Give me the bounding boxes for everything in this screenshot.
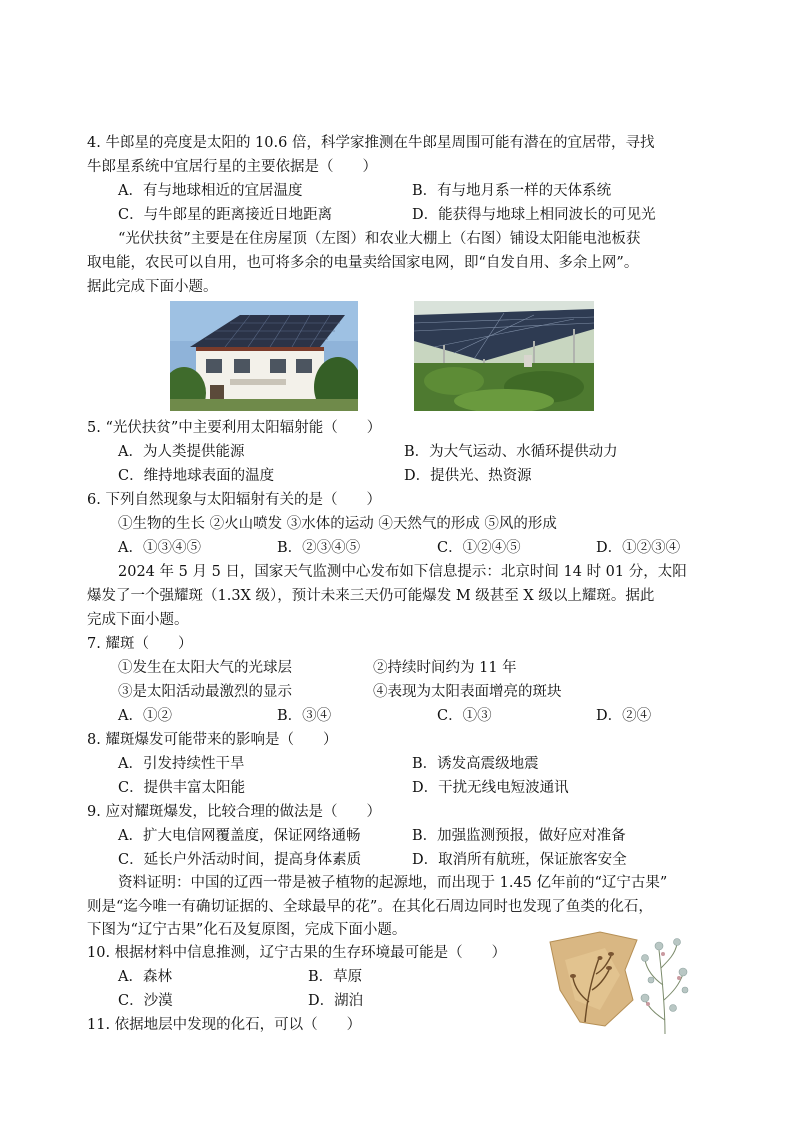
q8-option-a: A．引发持续性干旱 [118, 756, 245, 772]
q5-option-d: D．提供光、热资源 [404, 468, 532, 484]
q10-option-a: A．森林 [118, 969, 172, 985]
material3-line2: 则是“迄今唯一有确切证据的、全球最早的花”。在其化石周边同时也发现了鱼类的化石， [87, 899, 653, 915]
material1-line2: 取电能，农民可以自用，也可将多余的电量卖给国家电网，即“自发自用、多余上网”。 [87, 255, 639, 271]
q9-option-c: C．延长户外活动时间，提高身体素质 [118, 852, 362, 868]
q10-option-c: C．沙漠 [118, 993, 173, 1009]
q6-items: ①生物的生长 ②火山喷发 ③水体的运动 ④天然气的形成 ⑤风的形成 [118, 516, 557, 532]
q7-item-2: ②持续时间约为 11 年 [373, 660, 517, 676]
q10-stem: 10. 根据材料中信息推测，辽宁古果的生存环境最可能是（ ） [87, 945, 507, 961]
fossil-and-reconstruction-figure [545, 930, 695, 1035]
q4-option-b: B．有与地月系一样的天体系统 [412, 183, 612, 199]
q10-option-d: D．湖泊 [308, 993, 364, 1009]
q7-option-c: C．①③ [437, 708, 492, 724]
q10-option-b: B．草原 [308, 969, 363, 985]
q4-option-a: A．有与地球相近的宜居温度 [118, 183, 303, 199]
material3-line1: 资料证明：中国的辽西一带是被子植物的起源地，而出现于 1.45 亿年前的“辽宁古果” [118, 875, 668, 891]
q9-option-b: B．加强监测预报，做好应对准备 [412, 828, 626, 844]
q7-option-a: A．①② [118, 708, 172, 724]
material2-line1: 2024 年 5 月 5 日，国家天气监测中心发布如下信息提示：北京时间 14 时 01 分，太阳 [118, 564, 687, 580]
q6-option-c: C．①②④⑤ [437, 540, 521, 556]
q5-stem: 5. “光伏扶贫”中主要利用太阳辐射能（ ） [87, 420, 382, 436]
q9-option-d: D．取消所有航班，保证旅客安全 [412, 852, 627, 868]
q5-option-c: C．维持地球表面的温度 [118, 468, 275, 484]
q5-option-b: B．为大气运动、水循环提供动力 [404, 444, 618, 460]
q4-option-d: D．能获得与地球上相同波长的可见光 [412, 207, 656, 223]
q6-option-a: A．①③④⑤ [118, 540, 201, 556]
q7-stem: 7. 耀斑（ ） [87, 636, 193, 652]
q6-option-b: B．②③④⑤ [277, 540, 361, 556]
q8-option-b: B．诱发高震级地震 [412, 756, 539, 772]
material1-line3: 据此完成下面小题。 [87, 279, 218, 295]
q9-option-a: A．扩大电信网覆盖度，保证网络通畅 [118, 828, 361, 844]
material3-line3: 下图为“辽宁古果”化石及复原图，完成下面小题。 [87, 922, 407, 938]
q6-option-d: D．①②③④ [596, 540, 681, 556]
q7-item-3: ③是太阳活动最激烈的显示 [118, 684, 292, 700]
q8-option-d: D．干扰无线电短波通讯 [412, 780, 569, 796]
q4-option-c: C．与牛郎星的距离接近日地距离 [118, 207, 333, 223]
q11-stem: 11. 依据地层中发现的化石，可以（ ） [87, 1017, 362, 1033]
greenhouse-solar-photo [414, 301, 594, 411]
material2-line2: 爆发了一个强耀斑（1.3X 级），预计未来三天仍可能爆发 M 级甚至 X 级以上耀斑。据此 [87, 588, 655, 604]
q7-option-d: D．②④ [596, 708, 652, 724]
q8-option-c: C．提供丰富太阳能 [118, 780, 246, 796]
q8-stem: 8. 耀斑爆发可能带来的影响是（ ） [87, 732, 338, 748]
q4-stem-line1: 4. 牛郎星的亮度是太阳的 10.6 倍，科学家推测在牛郎星周围可能有潜在的宜居带，寻找 [87, 135, 655, 151]
material1-line1: “光伏扶贫”主要是在住房屋顶（左图）和农业大棚上（右图）铺设太阳能电池板获 [118, 231, 641, 247]
q7-item-4: ④表现为太阳表面增亮的斑块 [373, 684, 562, 700]
q7-option-b: B．③④ [277, 708, 332, 724]
q4-stem-line2: 牛郎星系统中宜居行星的主要依据是（ ） [87, 159, 377, 175]
q6-stem: 6. 下列自然现象与太阳辐射有关的是（ ） [87, 492, 381, 508]
q7-item-1: ①发生在太阳大气的光球层 [118, 660, 292, 676]
q9-stem: 9. 应对耀斑爆发，比较合理的做法是（ ） [87, 804, 381, 820]
q5-option-a: A．为人类提供能源 [118, 444, 245, 460]
house-solar-roof-photo [170, 301, 358, 411]
material2-line3: 完成下面小题。 [87, 612, 189, 628]
